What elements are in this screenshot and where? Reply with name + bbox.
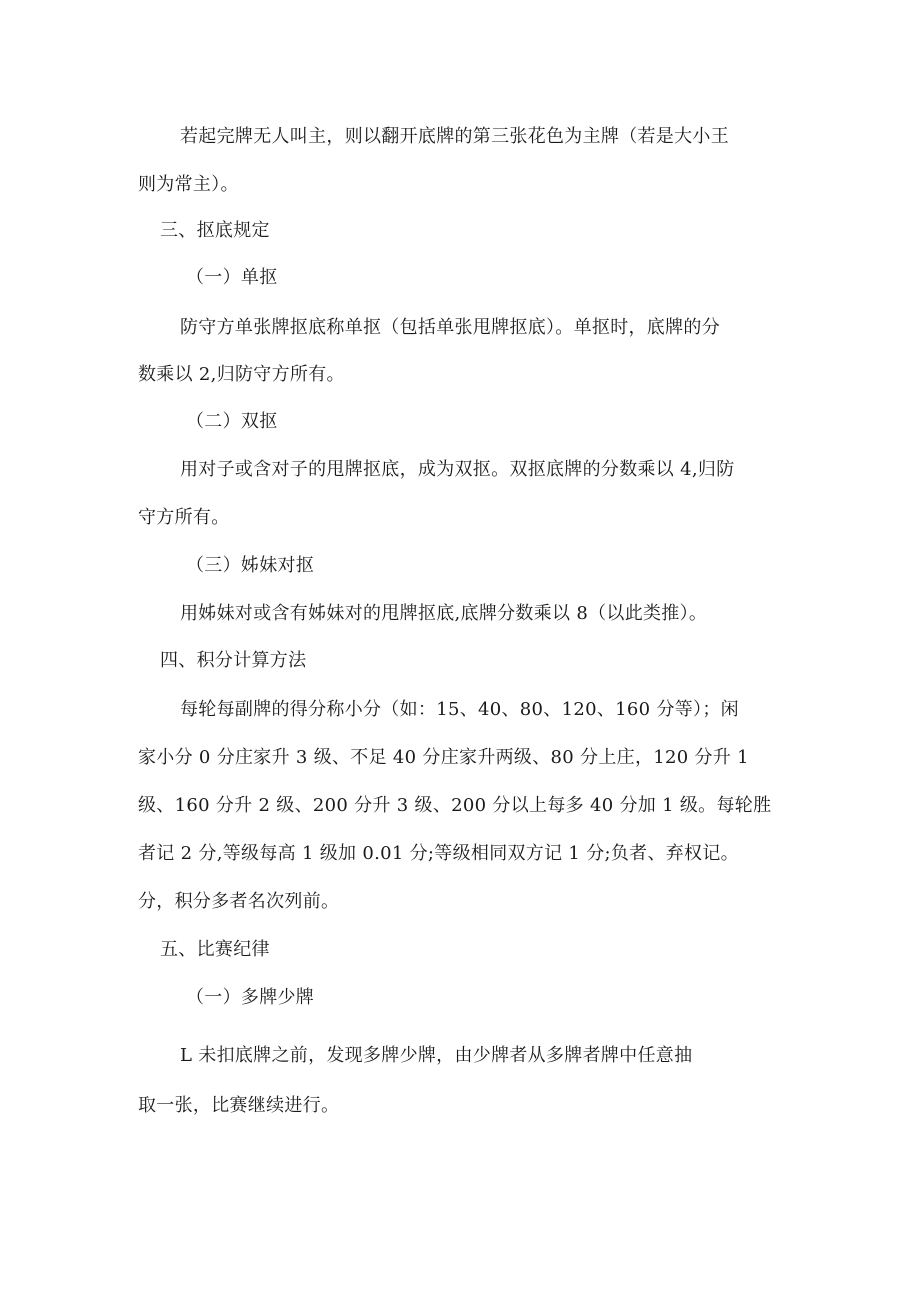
section-heading: 五、比赛纪律 xyxy=(160,939,270,960)
paragraph-line: 防守方单张牌抠底称单抠（包括单张甩牌抠底）。单抠时，底牌的分 xyxy=(180,317,720,338)
paragraph-line: 用对子或含对子的甩牌抠底，成为双抠。双抠底牌的分数乘以 4,归防 xyxy=(180,459,735,480)
paragraph-line: 守方所有。 xyxy=(138,507,230,528)
paragraph-line: 若起完牌无人叫主，则以翻开底牌的第三张花色为主牌（若是大小王 xyxy=(180,126,729,147)
paragraph-line: 分，积分多者名次列前。 xyxy=(138,891,340,912)
subsection-heading: （二）双抠 xyxy=(186,411,278,432)
section-heading: 四、积分计算方法 xyxy=(160,650,307,671)
paragraph-line: 级、160 分升 2 级、200 分升 3 级、200 分以上每多 40 分加 1 级。每轮胜 xyxy=(138,795,772,816)
paragraph-line: 则为常主）。 xyxy=(138,174,239,195)
subsection-heading: （三）姊妹对抠 xyxy=(186,555,315,576)
subsection-heading: （一）单抠 xyxy=(186,267,278,288)
paragraph-line: 家小分 0 分庄家升 3 级、不足 40 分庄家升两级、80 分上庄，120 分升 1 xyxy=(138,747,749,768)
paragraph-line: 每轮每副牌的得分称小分（如：15、40、80、120、160 分等）；闲 xyxy=(180,699,739,720)
section-heading: 三、抠底规定 xyxy=(160,220,270,241)
paragraph-line: 数乘以 2,归防守方所有。 xyxy=(138,364,345,385)
paragraph-line: 取一张，比赛继续进行。 xyxy=(138,1095,340,1116)
paragraph-line: L 未扣底牌之前，发现多牌少牌，由少牌者从多牌者牌中任意抽 xyxy=(180,1045,693,1066)
paragraph-line: 用姊妹对或含有姊妹对的甩牌抠底,底牌分数乘以 8（以此类推）。 xyxy=(180,603,708,624)
paragraph-line: 者记 2 分,等级每高 1 级加 0.01 分;等级相同双方记 1 分;负者、弃权记。 xyxy=(138,843,739,864)
subsection-heading: （一）多牌少牌 xyxy=(186,987,315,1008)
